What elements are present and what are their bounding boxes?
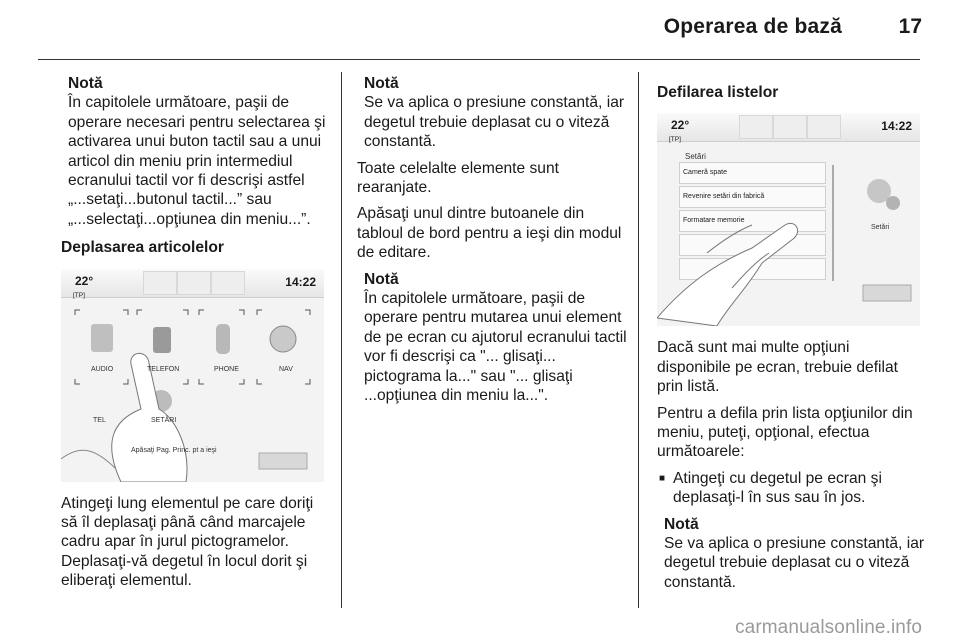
settings-screen-figure [657,113,920,326]
note-body: Se va aplica o presiune constantă, iar degetul trebuie deplasat cu o viteză constantă. [664,535,925,591]
section-title-moving-items: Deplasarea articolelor [61,239,224,257]
note-title: Notă [664,515,699,533]
scrollbar [832,165,834,281]
menu-title: Setări [685,152,706,162]
settings-side-label: Setări [871,224,890,232]
note-title: Notă [364,75,399,92]
paragraph: Toate celelalte elemente sunt rearanjate. [357,159,559,197]
app-label: NAV [279,365,293,373]
list-item: Formatare memorie [679,210,826,232]
column-2 [357,74,629,406]
note-block [61,74,333,229]
note-body: În capitolele următoare, paşii de operare pentru mutarea unui element de pe ecran cu ajutorul ecranului tactil vor fi descrişi ca "... glisaţi... pictograma la..." sau "... glisaţi ...opţiunea din meniu la...". [364,290,627,405]
phone-alt-icon [216,324,230,354]
paragraph: Pentru a defila prin lista opţiunilor din meniu, puteţi, opţional, efectua următoarele: [657,404,913,461]
app-label: TEL [93,416,106,424]
watermark: carmanualsonline.info [735,617,922,638]
page-title: Operarea de bază [663,15,842,38]
bullet-square-icon: ■ [659,472,666,484]
note-title: Notă [68,75,103,92]
instruction-paragraph: Atingeţi lung elementul pe care doriţi să îl deplasaţi până când marcajele cadru apar în jurul pictogramelor. Deplasaţi-vă degetul în locul dorit şi eliberaţi elementul. [61,494,314,590]
paragraph: Dacă sunt mai multe opţiuni disponibile pe ecran, trebuie defilat prin listă. [657,339,898,396]
column-3 [657,74,925,592]
temperature-readout: 22° [75,273,94,288]
note-block [357,74,629,152]
list-item: Revenire setări din fabrică [679,186,826,208]
nav-icon [270,326,296,352]
note-block [357,270,629,406]
bullet-item [657,469,925,508]
clock-readout: 14:22 [285,274,316,289]
note-title: Notă [364,270,399,288]
phone-icon [153,327,171,353]
app-label: SETĂRI [151,416,177,424]
app-label: TELEFON [147,365,180,373]
clock-readout: 14:22 [881,119,912,134]
audio-icon [91,324,113,352]
header-divider [38,59,920,60]
note-body: În capitolele următoare, paşii de operare necesari pentru selectarea şi activarea unui buton tactil sau a unui articol din meniu prin intermediul ecranului tactil vor fi descrişi astfel „...setaţi...butonul tactil...” sau „...selectaţi...opţiunea din meniu...”. [68,94,326,228]
page-number: 17 [898,15,922,38]
paragraph: Apăsaţi unul dintre butoanele din tabloul de bord pentru a ieşi din modul de editare. [357,205,622,262]
home-button [863,285,911,301]
temperature-readout: 22° [671,118,690,133]
list-item: Cameră spate [679,162,826,184]
section-title-scrolling-lists: Defilarea listelor [657,84,779,101]
app-label: PHONE [214,365,239,373]
column-1 [61,74,333,591]
home-button [259,453,307,469]
note-body: Se va aplica o presiune constantă, iar degetul trebuie deplasat cu o viteză constantă. [364,94,625,151]
note-block [657,515,925,593]
tp-indicator: [TP] [73,291,85,299]
column-divider-2 [638,72,639,608]
bullet-text: Atingeţi cu degetul pe ecran şi deplasaţi-l în sus sau în jos. [673,469,882,507]
column-divider-1 [341,72,342,608]
tp-indicator: [TP] [669,136,681,144]
app-label: AUDIO [91,365,114,373]
bottom-hint: Apăsaţi Pag. Princ. pt a ieşi [131,446,217,454]
home-screen-figure [61,269,324,482]
